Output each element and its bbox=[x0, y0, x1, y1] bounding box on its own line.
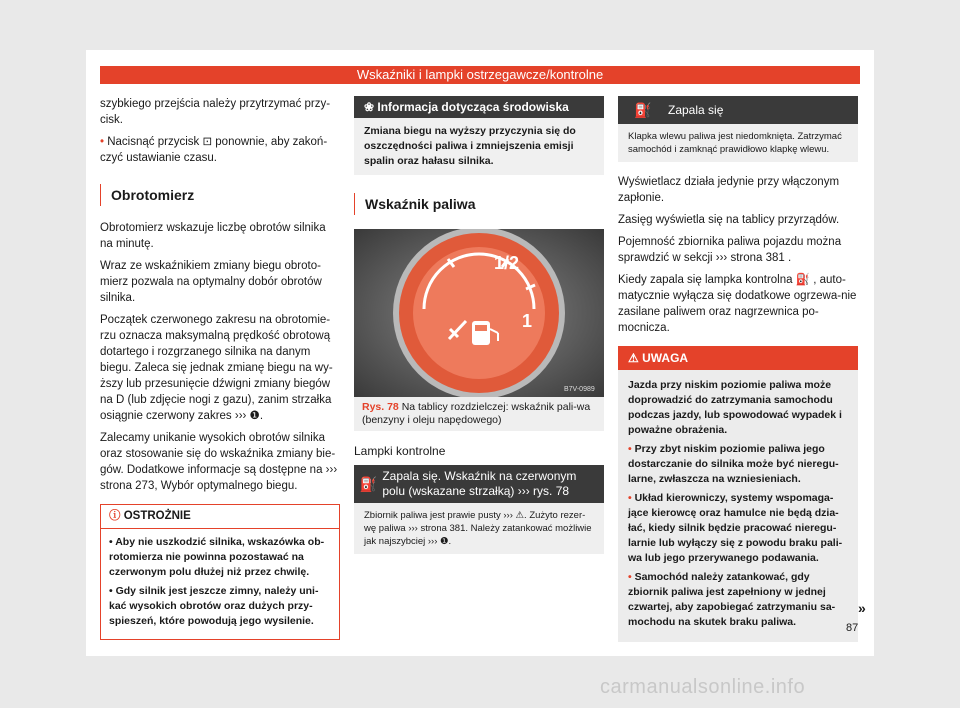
paragraph: Jazda przy niskim poziomie paliwa może doprowadzić do zatrzymania samochodu podczas jazdy, lub spowodować wypadek i poważne obrażenia. bbox=[628, 379, 842, 436]
paragraph: Obrotomierz wskazuje liczbę obrotów silnika na minutę. bbox=[100, 222, 326, 250]
column-3 bbox=[618, 96, 858, 642]
list-item: • Gdy silnik jest jeszcze zimny, należy uni-kać wysokich obrotów oraz dużych przy-spieszeń, które powodują jego wysilenie. bbox=[109, 585, 319, 627]
fuel-pump-icon: ⛽ bbox=[359, 476, 377, 492]
lamps-heading: Lampki kontrolne bbox=[354, 444, 446, 458]
column-2 bbox=[354, 96, 604, 554]
caution-body bbox=[101, 529, 339, 639]
list-item: • Aby nie uszkodzić silnika, wskazówka ob-rotomierza nie powinna pozostawać na czerwonym polu dłużej niż przez chwilę. bbox=[109, 536, 325, 578]
continue-arrow: » bbox=[858, 600, 866, 616]
section-title-tachometer: Obrotomierz bbox=[100, 184, 340, 206]
paragraph: Kiedy zapala się lampka kontrolna ⛽ , auto-matycznie wyłącza się dodatkowe ogrzewa-nie zasilane paliwem oraz nagrzewnica po-mocnicza. bbox=[618, 274, 857, 334]
page-number: 87 bbox=[846, 622, 859, 634]
environment-body: Zmiana biegu na wyższy przyczynia się do oszczędności paliwa i zmniejszenia emisji spalin oraz hałasu silnika. bbox=[364, 125, 576, 167]
paragraph: Początek czerwonego zakresu na obrotomie-rzu oznacza maksymalną prędkość obrotową dotartego i rozgrzanego silnika na danym biegu. Zaleca się jednak zmianę biegu na wy-ższy lub przesunięcie dźwigni zmiany biegów na D (lub zdjęcie nogi z gazu), zanim strzałka osiągnie czerwony zakres ››› ❶. bbox=[100, 314, 333, 422]
list-item: • Układ kierowniczy, systemy wspomaga-jące kierowcę oraz hamulce nie będą dzia-łać, kiedy silnik będzie pracować nieregu-larnie lub wyłączy się z powodu braku pali-wa lub jego przerywanego podawania. bbox=[628, 492, 843, 564]
lamp-header: ⛽ Zapala się. Wskaźnik na czerwonym polu (wskazane strzałką) ››› rys. 78 bbox=[354, 465, 604, 503]
page-header: Wskaźniki i lampki ostrzegawcze/kontrolne bbox=[100, 66, 860, 84]
figure-code: B7V-0989 bbox=[564, 386, 595, 393]
info-circle-icon: ⓘ bbox=[109, 510, 124, 522]
fuel-cap-icon: ⛽ bbox=[634, 102, 652, 118]
lamp-header: ⛽ Zapala się bbox=[618, 96, 858, 124]
column-1 bbox=[100, 96, 340, 640]
bullet-icon: • bbox=[100, 136, 108, 148]
leaf-icon: ❀ bbox=[364, 100, 378, 114]
paragraph: Pojemność zbiornika paliwa pojazdu można sprawdzić w sekcji ››› strona 381 . bbox=[618, 236, 842, 264]
list-item: • Samochód należy zatankować, gdy zbiornik paliwa jest zapełniony w jednej czwartej, aby zapobiegać zatrzymaniu sa-mochodu na skutek braku paliwa. bbox=[628, 571, 836, 628]
caution-header: ⓘ OSTROŻNIE bbox=[101, 505, 339, 529]
warning-box bbox=[618, 346, 858, 642]
fuel-gauge-figure bbox=[354, 229, 604, 397]
list-item: • Przy zbyt niskim poziomie paliwa jego dostarczanie do silnika może być nieregu-larne, zwłaszcza na wzniesieniach. bbox=[628, 443, 839, 485]
environment-header: ❀ Informacja dotycząca środowiska bbox=[354, 96, 604, 118]
environment-info-box bbox=[354, 96, 604, 175]
caution-box bbox=[100, 504, 340, 640]
paragraph: Wraz ze wskaźnikiem zmiany biegu obroto-mierz pozwala na optymalny dobór obrotów silnika. bbox=[100, 260, 322, 304]
fuel-gauge-image bbox=[354, 229, 604, 397]
section-title-fuel-gauge: Wskaźnik paliwa bbox=[354, 193, 604, 215]
figure-caption: Rys. 78 Na tablicy rozdzielczej: wskaźnik pali-wa (benzyny i oleju napędowego) bbox=[354, 397, 604, 431]
paragraph: • Nacisnąć przycisk ⊡ ponownie, aby zakoń-czyć ustawianie czasu. bbox=[100, 136, 328, 164]
gauge-label-half: 1/2 bbox=[494, 253, 520, 273]
gauge-label-full: 1 bbox=[522, 311, 533, 331]
warning-body bbox=[618, 370, 858, 642]
watermark: carmanualsonline.info bbox=[600, 676, 806, 698]
paragraph: Wyświetlacz działa jedynie przy włączonym zapłonie. bbox=[618, 176, 840, 204]
lamp-body: Klapka wlewu paliwa jest niedomknięta. Zatrzymać samochód i zamknąć prawidłowo klapkę wlewu. bbox=[618, 124, 858, 162]
paragraph: Zalecamy unikanie wysokich obrotów silnika oraz stosowanie się do wskaźnika zmiany bie-gów. Dodatkowe informacje są dostępne na ››› strona 273, Wybór optymalnego biegu. bbox=[100, 432, 338, 492]
paragraph: Zasięg wyświetla się na tablicy przyrządów. bbox=[618, 214, 840, 226]
lamp-body: Zbiornik paliwa jest prawie pusty ››› ⚠. Zużyto rezer-wę paliwa ››› strona 381. Należy zatankować możliwie jak najszybciej ››› ❶. bbox=[354, 503, 604, 554]
paragraph: szybkiego przejścia należy przytrzymać przy-cisk. bbox=[100, 98, 331, 126]
warning-triangle-icon: ⚠ bbox=[628, 351, 643, 365]
warning-header: ⚠ UWAGA bbox=[618, 346, 858, 370]
